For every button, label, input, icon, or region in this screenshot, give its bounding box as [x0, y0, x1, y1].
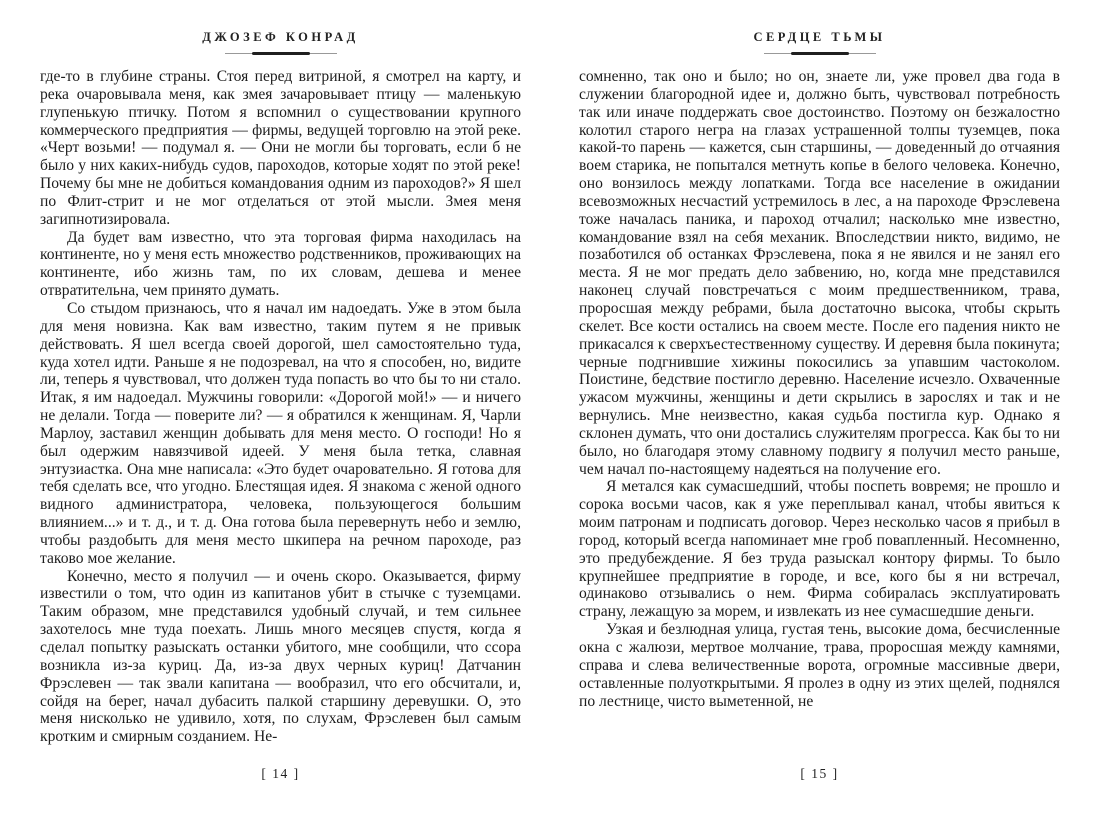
paragraph: где-то в глубине страны. Стоя перед витриной, я смотрел на карту, и река очаровывала меня, как змея зачаровывает птицу — маленькую глупенькую птичку. Потом я вспомнил о существовании крупного коммерческого предприятия — фирмы, ведущей торговлю на этой реке. «Черт возьми! — подумал я. — Они не могли бы торговать, если б не было у них каких-нибудь судов, пароходов, которые ходят по этой реке! Почему бы мне не добиться командования одним из пароходов?» Я шел по Флит-стрит и не мог отделаться от этой мысли. Змея меня загипнотизировала.: [40, 68, 521, 228]
header-ornament: [225, 52, 337, 55]
paragraph: Узкая и безлюдная улица, густая тень, высокие дома, бесчисленные окна с жалюзи, мертвое молчание, трава, проросшая между камнями, справа и слева величественные ворота, огромные массивные двери, оставленные полуоткрытыми. Я пролез в одну из этих щелей, поднялся по лестнице, чисто выметенной, не: [579, 621, 1060, 710]
left-page: [40, 30, 521, 782]
left-page-body: [40, 68, 521, 746]
right-page-body: [579, 68, 1060, 710]
left-page-number: [ 14 ]: [261, 766, 300, 781]
left-running-head: ДЖОЗЕФ КОНРАД: [202, 30, 359, 44]
paragraph: сомненно, так оно и было; но он, знаете ли, уже провел два года в служении благородной идее и, должно быть, чувствовал потребность так или иначе поддержать свое достоинство. Поэтому он безжалостно колотил старого негра на глазах устрашенной толпы туземцев, пока какой-то парень — кажется, сын старшины, — доведенный до отчаяния воем старика, не попытался метнуть копье в белого человека. Конечно, оно вонзилось между лопатками. Тогда все население в ожидании всевозможных несчастий устремилось в лес, а на пароходе Фрэслевена тоже началась паника, и пароход отчалил; насколько мне известно, командование взял на себя механик. Впоследствии никто, видимо, не позаботился об останках Фрэслевена, пока я не явился и не занял его места. Я не мог предать дело забвению, но, когда мне представился наконец случай повстречаться с моим предшественником, трава, проросшая между ребрами, была достаточно высока, чтобы скрыть скелет. Все кости остались на своем месте. После его падения никто не прикасался к сверхъестественному существу. И деревня была покинута; черные подгнившие хижины покосились за упавшим частоколом. Поистине, бедствие постигло деревню. Население исчезло. Охваченные ужасом мужчины, женщины и дети скрылись в зарослях и так и не вернулись. Мне неизвестно, какая судьба постигла кур. Однако я склонен думать, что они достались служителям прогресса. Как бы то ни было, но благодаря этому славному подвигу я получил место раньше, чем начал по-настоящему надеяться на получение его.: [579, 68, 1060, 478]
header-ornament: [764, 52, 876, 55]
paragraph: Я метался как сумасшедший, чтобы поспеть вовремя; не прошло и сорока восьми часов, как я уже переплывал канал, чтобы явиться к моим патронам и подписать договор. Через несколько часов я прибыл в город, который всегда напоминает мне гроб повапленный. Несомненно, это предубеждение. Я без труда разыскал контору фирмы. То было крупнейшее предприятие в городе, и все, кого бы я ни встречал, одинаково отзывались о нем. Фирма собиралась эксплуатировать страну, лежащую за морем, и извлекать из нее сумасшедшие деньги.: [579, 478, 1060, 621]
right-running-head: СЕРДЦЕ ТЬМЫ: [753, 30, 886, 44]
paragraph: Со стыдом признаюсь, что я начал им надоедать. Уже в этом была для меня новизна. Как вам известно, таким путем я не привык действовать. Я шел всегда своей дорогой, шел самостоятельно туда, куда хотел идти. Раньше я не подозревал, на что я способен, но, видите ли, теперь я чувствовал, что должен туда попасть во что бы то ни стало. Итак, я им надоедал. Мужчины говорили: «Дорогой мой!» — и ничего не делали. Тогда — поверите ли? — я обратился к женщинам. Я, Чарли Марлоу, заставил женщин добывать для меня место. О господи! Но я был одержим навязчивой идеей. У меня была тетка, славная энтузиастка. Она мне написала: «Это будет очаровательно. Я готова для тебя сделать все, что угодно. Блестящая идея. Я знакома с женой одного видного администратора, человека, пользующегося большим влиянием...» и т. д., и т. д. Она готова была перевернуть небо и землю, чтобы раздобыть для меня место шкипера на речном пароходе, раз таково мое желание.: [40, 299, 521, 567]
right-page-number: [ 15 ]: [800, 766, 839, 781]
paragraph: Да будет вам известно, что эта торговая фирма находилась на континенте, но у меня есть множество родственников, проживающих на континенте, ибо жизнь там, по их словам, дешева и менее отвратительна, чем принято думать.: [40, 228, 521, 300]
right-page: [579, 30, 1060, 782]
paragraph: Конечно, место я получил — и очень скоро. Оказывается, фирму известили о том, что один из капитанов убит в стычке с туземцами. Таким образом, мне представился удобный случай, и тем сильнее захотелось мне туда поехать. Лишь много месяцев спустя, когда я сделал попытку разыскать останки убитого, мне сообщили, что ссора возникла из-за куриц. Да, из-за двух черных куриц! Датчанин Фрэслевен — так звали капитана — вообразил, что его обсчитали, и, сойдя на берег, начал дубасить палкой старшину деревушки. О, это меня нисколько не удивило, хотя, по слухам, Фрэслевен был самым кротким и смирным созданием. Не-: [40, 567, 521, 746]
